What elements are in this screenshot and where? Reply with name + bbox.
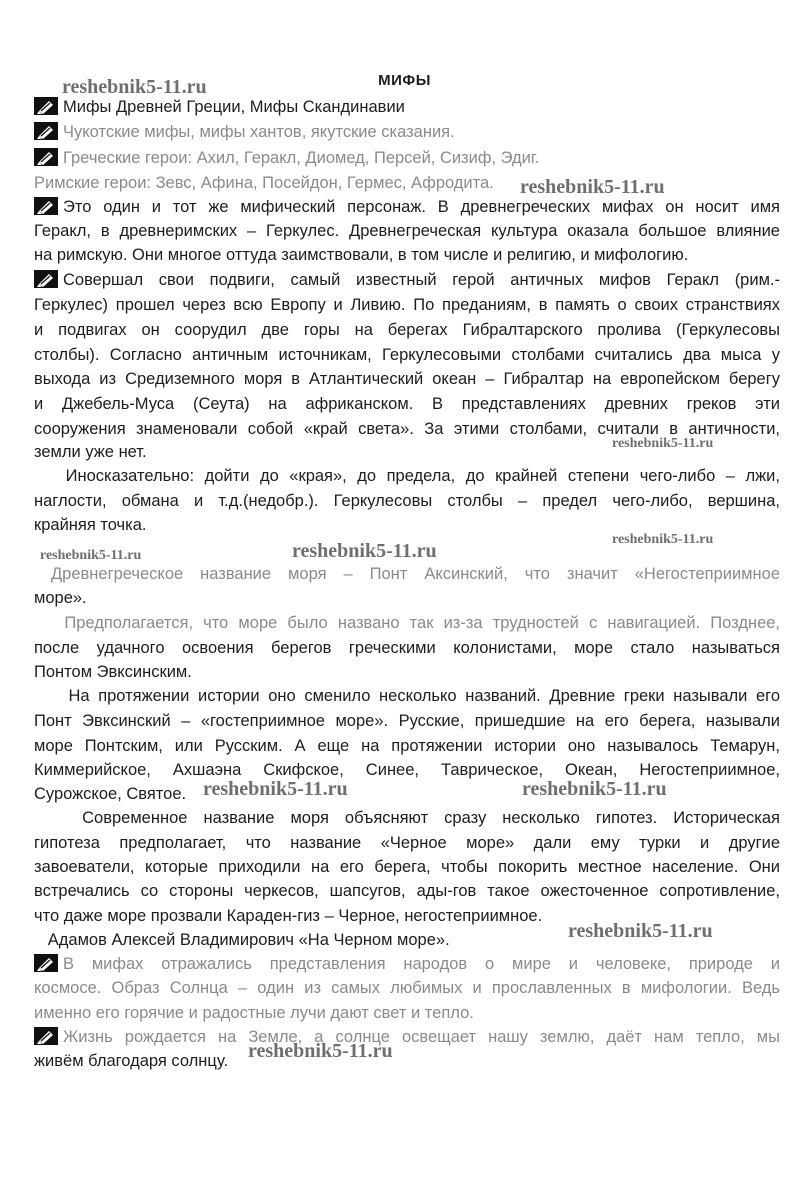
watermark: reshebnik5-11.ru [40,548,142,563]
text-line: сооружения знаменовали собой «край света». За этими столбами, считали в античности, [34,420,780,438]
text-line: столбы). Согласно античным источникам, Геркулесовыми столбами считались два мыса у [34,346,780,364]
text-line: море». [34,589,87,607]
text-line: Геркулес) прошел через всю Европу и Ливию. По преданиям, в память о своих странствиях [34,296,780,314]
text-line: Древнегреческое название моря – Понт Аксинский, что значит «Негостеприимное [50,565,780,583]
text-line: Иносказательно: дойти до «края», до предела, до крайней степени чего-либо – лжи, [65,467,780,485]
pen-icon [34,1027,58,1045]
watermark: reshebnik5-11.ru [612,532,714,547]
text-line: Совершал свои подвиги, самый известный герой античных мифов Геракл (рим.- [34,269,780,291]
text-line: Жизнь рождается на Земле, а солнце освещает нашу землю, даёт нам тепло, мы [34,1026,780,1048]
text-line: море Понтским, или Русским. А еще на протяжении истории оно называлось Темарун, [34,737,780,755]
pen-icon [34,954,58,972]
text-line: Мифы Древней Греции, Мифы Скандинавии [34,96,780,118]
text-line: встречались со стороны черкесов, шапсугов, ады-гов такое ожесточенное сопротивление, [34,882,780,900]
watermark: reshebnik5-11.ru [568,920,713,942]
text-line: Это один и тот же мифический персонаж. В древнегреческих мифах он носит имя [34,196,780,218]
text-line: завоеватели, которые приходили на его берега, чтобы покорить местное население. Они [34,858,780,876]
text-line: Понт Эвксинский – «гостеприимное море». Русские, пришедшие на его берега, называли [34,712,780,730]
text-line: В мифах отражались представления народов о мире и человеке, природе и [34,953,780,975]
text-line: Чукотские мифы, мифы хантов, якутские сказания. [34,121,780,143]
pen-icon [34,97,58,115]
watermark: reshebnik5-11.ru [522,778,667,800]
text-line: и Джебель-Муса (Сеута) на африканском. В представлениях древних греков эти [34,395,780,413]
text-line: гипотеза предполагает, что название «Черное море» дали ему турки и другие [34,834,780,852]
watermark: reshebnik5-11.ru [520,176,665,198]
text-line: Киммерийское, Ахшаэна Скифское, Синее, Таврическое, Океан, Негостеприимное, [34,761,780,779]
text-line: выхода из Средиземного моря в Атлантический океан – Гибралтар на европейском берегу [34,370,780,388]
page-title: МИФЫ [378,72,431,89]
text-line: На протяжении истории оно сменило несколько названий. Древние греки называли его [68,687,780,705]
watermark: reshebnik5-11.ru [612,436,714,451]
text-line: что даже море прозвали Караден-гиз – Черное, негостеприимное. [34,907,543,925]
text-line: на римскую. Они многое оттуда заимствовали, в том числе и религию, и мифологию. [34,246,689,264]
text-line: Греческие герои: Ахил, Геракл, Диомед, Персей, Сизиф, Эдиг. [34,147,780,169]
text-line: живём благодаря солнцу. [34,1052,229,1070]
pen-icon [34,122,58,140]
text-line: Понтом Эвксинским. [34,663,192,681]
watermark: reshebnik5-11.ru [292,540,437,562]
pen-icon [34,270,58,288]
watermark: reshebnik5-11.ru [248,1040,393,1062]
text-line: Адамов Алексей Владимирович «На Черном море». [47,931,450,949]
text-line: космосе. Образ Солнца – один из самых любимых и прославленных в мифологии. Ведь [34,979,780,997]
watermark: reshebnik5-11.ru [203,778,348,800]
text-line: наглости, обмана и т.д.(недобр.). Геркулесовы столбы – предел чего-либо, вершина, [34,492,780,510]
text-line: Римские герои: Зевс, Афина, Посейдон, Гермес, Афродита. [34,174,494,192]
text-line: Предполагается, что море было названо так из-за трудностей с навигацией. Позднее, [64,614,781,632]
text-line: крайняя точка. [34,516,147,534]
text-line: именно его горячие и радостные лучи дают свет и тепло. [34,1004,474,1022]
watermark: reshebnik5-11.ru [62,76,207,98]
pen-icon [34,197,58,215]
text-line: Геракл, в древнеримских – Геркулес. Древнегреческая культура оказала большое влияние [34,222,780,240]
text-line: Современное название моря объясняют сразу несколько гипотез. Историческая [82,809,780,827]
pen-icon [34,148,58,166]
text-line: Сурожское, Святое. [34,785,187,803]
text-line: после удачного освоения берегов греческими колонистами, море стало называться [34,639,780,657]
text-line: земли уже нет. [34,443,147,461]
text-line: и подвигах он соорудил две горы на берегах Гибралтарского пролива (Геркулесовы [34,321,780,339]
